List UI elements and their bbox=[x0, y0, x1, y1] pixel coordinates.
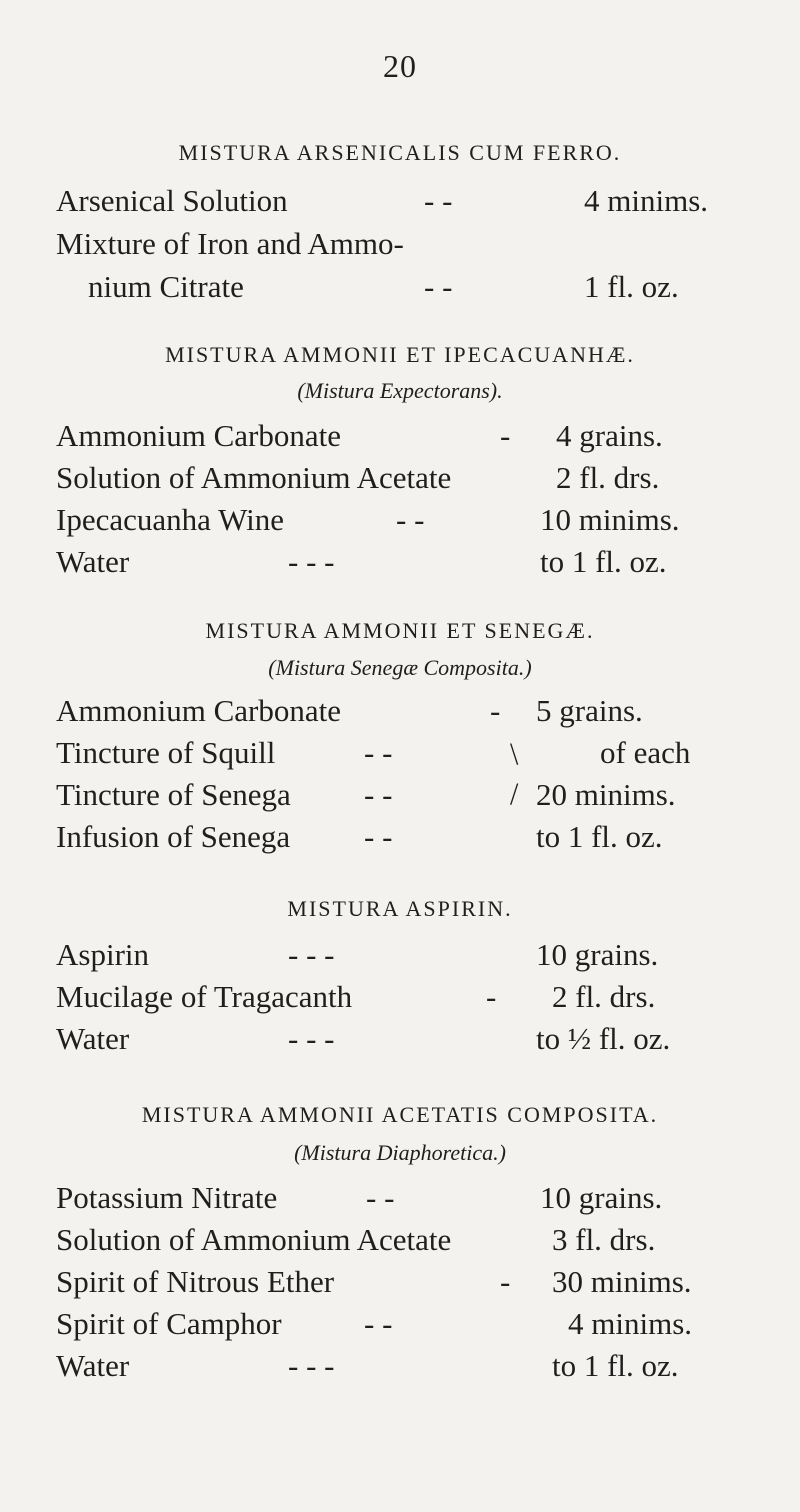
recipe-row bbox=[56, 777, 776, 817]
recipe-row bbox=[56, 979, 776, 1019]
ingredient-quantity: 20 minims. bbox=[536, 777, 676, 812]
leader-dashes: - bbox=[490, 693, 501, 728]
section-subtitle: (Mistura Senegæ Composita.) bbox=[268, 655, 532, 680]
leader-dashes: - bbox=[500, 1264, 511, 1299]
recipe-row bbox=[56, 937, 776, 977]
leader-dashes: - - bbox=[366, 1180, 395, 1215]
leader-dashes: - - bbox=[424, 183, 453, 218]
ingredient-name: Infusion of Senega bbox=[56, 819, 291, 854]
ingredient-quantity: 10 minims. bbox=[540, 502, 680, 537]
ingredient-quantity: 2 fl. drs. bbox=[556, 460, 660, 495]
section-heading: MISTURA ASPIRIN. bbox=[287, 896, 513, 921]
ingredient-quantity: 4 grains. bbox=[556, 418, 663, 453]
leader-dashes: - - bbox=[396, 502, 425, 537]
leader-dashes: - - bbox=[364, 777, 393, 812]
ingredient-name: Spirit of Nitrous Ether bbox=[56, 1264, 335, 1299]
leader-dashes: - - bbox=[364, 819, 393, 854]
ingredient-name: Potassium Nitrate bbox=[56, 1180, 278, 1215]
recipe-row bbox=[56, 269, 776, 309]
leader-dashes: - - bbox=[364, 1306, 393, 1341]
ingredient-quantity: to 1 fl. oz. bbox=[536, 819, 663, 854]
section-heading: MISTURA ARSENICALIS CUM FERRO. bbox=[178, 140, 622, 165]
recipe-row bbox=[56, 544, 776, 584]
ingredient-name: nium Citrate bbox=[88, 269, 244, 304]
leader-dashes: - bbox=[500, 418, 511, 453]
recipe-row bbox=[56, 1180, 776, 1220]
recipe-row bbox=[56, 183, 776, 223]
recipe-row bbox=[56, 819, 776, 859]
ingredient-name: Water bbox=[56, 544, 130, 579]
ingredient-quantity: 4 minims. bbox=[568, 1306, 693, 1341]
recipe-row bbox=[56, 226, 776, 266]
ingredient-name: Tincture of Squill bbox=[56, 735, 276, 770]
leader-dashes: - - bbox=[424, 269, 453, 304]
ingredient-quantity: 1 fl. oz. bbox=[584, 269, 679, 304]
ingredient-quantity: to ½ fl. oz. bbox=[536, 1021, 671, 1056]
section-heading: MISTURA AMMONII ACETATIS COMPOSITA. bbox=[141, 1102, 659, 1127]
ingredient-quantity: of each bbox=[600, 735, 691, 770]
leader-dashes: - - - bbox=[288, 937, 335, 972]
section-subtitle: (Mistura Expectorans). bbox=[297, 378, 503, 403]
ingredient-name: Water bbox=[56, 1021, 130, 1056]
recipe-row bbox=[56, 1222, 776, 1262]
ingredient-name: Ammonium Carbonate bbox=[56, 418, 341, 453]
recipe-row bbox=[56, 1306, 776, 1346]
ingredient-name: Spirit of Camphor bbox=[56, 1306, 282, 1341]
ingredient-name: Arsenical Solution bbox=[56, 183, 288, 218]
recipe-row bbox=[56, 1021, 776, 1061]
ingredient-name: Ipecacuanha Wine bbox=[56, 502, 284, 537]
ingredient-quantity: 3 fl. drs. bbox=[552, 1222, 656, 1257]
ingredient-name: Mucilage of Tragacanth bbox=[56, 979, 353, 1014]
ingredient-quantity: 10 grains. bbox=[540, 1180, 663, 1215]
ingredient-name: Solution of Ammonium Acetate bbox=[56, 460, 452, 495]
ingredient-name: Tincture of Senega bbox=[56, 777, 291, 812]
recipe-row bbox=[56, 460, 776, 500]
ingredient-quantity: 30 minims. bbox=[552, 1264, 692, 1299]
ingredient-quantity: 10 grains. bbox=[536, 937, 659, 972]
ingredient-quantity: to 1 fl. oz. bbox=[552, 1348, 679, 1383]
ingredient-quantity: to 1 fl. oz. bbox=[540, 544, 667, 579]
recipe-row bbox=[56, 1348, 776, 1388]
section-heading: MISTURA AMMONII ET IPECACUANHÆ. bbox=[165, 342, 635, 367]
leader-dashes: - - bbox=[364, 735, 393, 770]
ingredient-name: Mixture of Iron and Ammo- bbox=[56, 226, 404, 261]
recipe-row bbox=[56, 1264, 776, 1304]
ingredient-name: Ammonium Carbonate bbox=[56, 693, 341, 728]
ingredient-quantity: 4 minims. bbox=[584, 183, 709, 218]
recipe-row bbox=[56, 735, 776, 775]
leader-dashes: - - - bbox=[288, 544, 335, 579]
recipe-row bbox=[56, 502, 776, 542]
brace-lower: / bbox=[510, 777, 519, 812]
ingredient-quantity: 2 fl. drs. bbox=[552, 979, 656, 1014]
ingredient-name: Solution of Ammonium Acetate bbox=[56, 1222, 452, 1257]
leader-dashes: - bbox=[486, 979, 497, 1014]
brace-upper: \ bbox=[510, 737, 519, 772]
recipe-row bbox=[56, 418, 776, 458]
section-subtitle: (Mistura Diaphoretica.) bbox=[294, 1140, 506, 1165]
recipe-row bbox=[56, 693, 776, 733]
ingredient-quantity: 5 grains. bbox=[536, 693, 643, 728]
section-heading: MISTURA AMMONII ET SENEGÆ. bbox=[205, 618, 595, 643]
ingredient-name: Water bbox=[56, 1348, 130, 1383]
leader-dashes: - - - bbox=[288, 1021, 335, 1056]
ingredient-name: Aspirin bbox=[56, 937, 149, 972]
leader-dashes: - - - bbox=[288, 1348, 335, 1383]
page-number: 20 bbox=[383, 48, 417, 84]
